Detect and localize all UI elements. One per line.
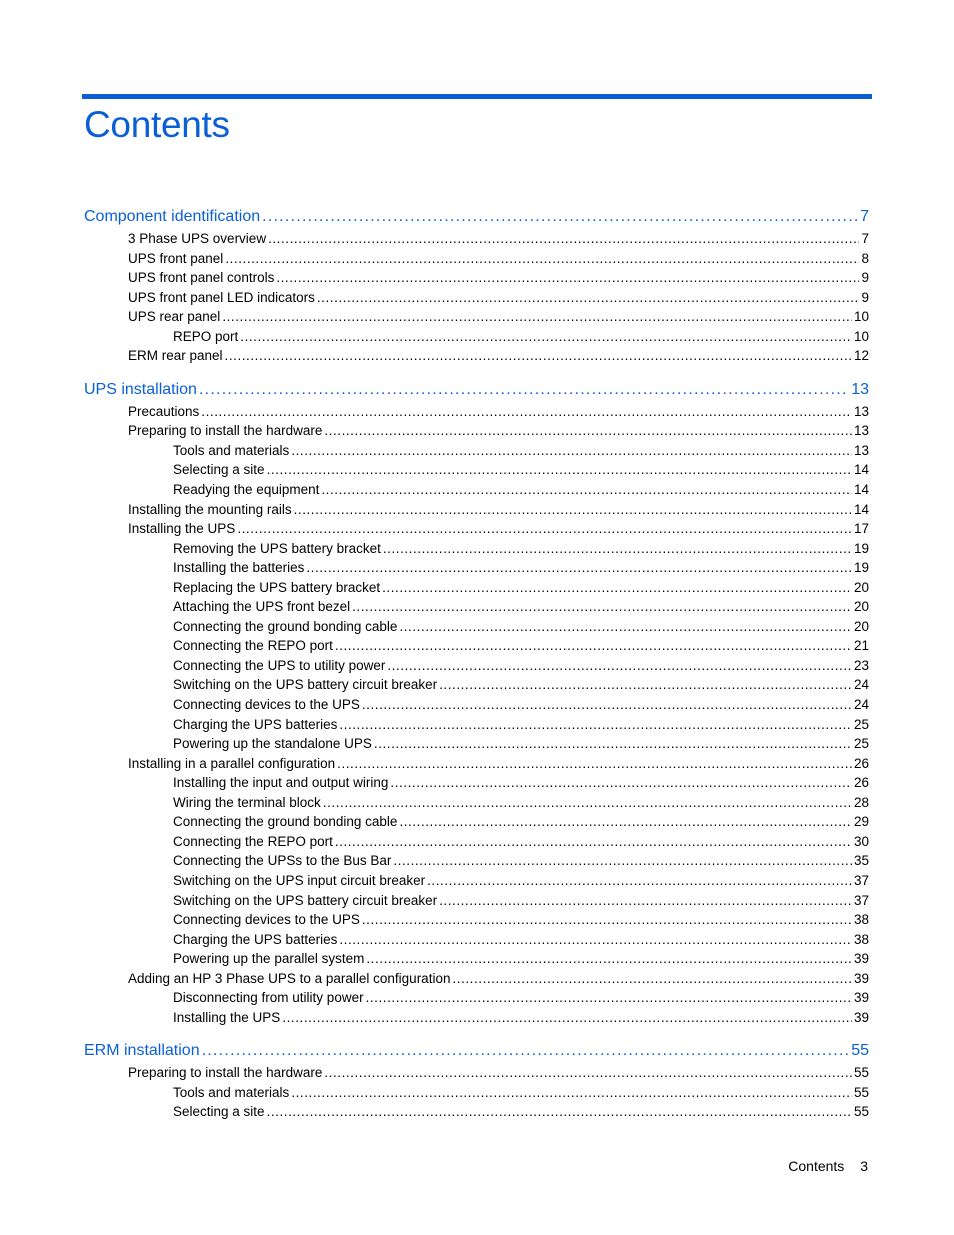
toc-entry-label: Precautions: [128, 403, 200, 419]
toc-section-entry[interactable]: [84, 205, 869, 229]
toc-page-number: 7: [860, 208, 869, 225]
dot-leader: [383, 539, 852, 559]
table-of-contents: [84, 205, 869, 1122]
toc-page-number: 24: [853, 697, 869, 713]
toc-page-number: 17: [853, 521, 869, 537]
dot-leader: [352, 597, 852, 617]
toc-page-number: 19: [853, 540, 869, 556]
toc-entry-label: Connecting devices to the UPS: [173, 697, 360, 713]
toc-subsubentry[interactable]: [84, 539, 869, 559]
toc-subsubentry[interactable]: [84, 1083, 869, 1103]
toc-entry-label: Preparing to install the hardware: [128, 1065, 323, 1081]
toc-page-number: 39: [853, 970, 869, 986]
dot-leader: [362, 910, 852, 930]
toc-subentry[interactable]: [84, 500, 869, 520]
dot-leader: [427, 871, 852, 891]
toc-page-number: 14: [853, 462, 869, 478]
toc-subentry[interactable]: [84, 969, 869, 989]
dot-leader: [452, 969, 852, 989]
toc-page-number: 35: [853, 853, 869, 869]
toc-entry-label: Charging the UPS batteries: [173, 716, 338, 732]
toc-subsubentry[interactable]: [84, 949, 869, 969]
toc-entry-label: Connecting devices to the UPS: [173, 912, 360, 928]
toc-page-number: 55: [853, 1065, 869, 1081]
toc-section-entry[interactable]: [84, 378, 869, 402]
dot-leader: [324, 1063, 852, 1083]
toc-entry-label: Connecting the UPS to utility power: [173, 657, 386, 673]
toc-subsubentry[interactable]: [84, 812, 869, 832]
toc-subsubentry[interactable]: [84, 988, 869, 1008]
toc-subentry[interactable]: [84, 307, 869, 327]
toc-entry-label: Installing the UPS: [128, 521, 236, 537]
toc-section-label: UPS installation: [84, 380, 197, 398]
toc-entry-label: Connecting the UPSs to the Bus Bar: [173, 853, 392, 869]
toc-page-number: 8: [861, 250, 869, 266]
dot-leader: [339, 715, 852, 735]
toc-entry-label: ERM rear panel: [128, 348, 223, 364]
toc-entry-label: Connecting the REPO port: [173, 638, 333, 654]
footer-label: Contents: [788, 1158, 845, 1174]
dot-leader: [399, 812, 852, 832]
dot-leader: [268, 229, 859, 249]
toc-subsubentry[interactable]: [84, 910, 869, 930]
toc-subsubentry[interactable]: [84, 734, 869, 754]
toc-entry-label: Installing the batteries: [173, 560, 305, 576]
dot-leader: [393, 851, 852, 871]
dot-leader: [201, 402, 852, 422]
toc-entry-label: Charging the UPS batteries: [173, 931, 338, 947]
toc-entry-label: Tools and materials: [173, 1084, 290, 1100]
toc-entry-label: Connecting the ground bonding cable: [173, 814, 398, 830]
dot-leader: [225, 249, 859, 269]
toc-entry-label: Powering up the standalone UPS: [173, 736, 372, 752]
toc-page-number: 21: [853, 638, 869, 654]
toc-subentry[interactable]: [84, 754, 869, 774]
toc-subentry[interactable]: [84, 421, 869, 441]
toc-subentry[interactable]: [84, 249, 869, 269]
dot-leader: [262, 205, 858, 229]
toc-page-number: 26: [853, 775, 869, 791]
toc-page-number: 38: [853, 912, 869, 928]
toc-entry-label: Installing the input and output wiring: [173, 775, 389, 791]
toc-page-number: 25: [853, 736, 869, 752]
toc-subentry[interactable]: [84, 402, 869, 422]
toc-subsubentry[interactable]: [84, 441, 869, 461]
dot-leader: [240, 327, 852, 347]
dot-leader: [387, 656, 852, 676]
toc-entry-label: Switching on the UPS battery circuit breaker: [173, 677, 438, 693]
dot-leader: [291, 1083, 852, 1103]
toc-entry-label: Wiring the terminal block: [173, 794, 321, 810]
dot-leader: [324, 421, 852, 441]
toc-page-number: 23: [853, 657, 869, 673]
dot-leader: [335, 832, 852, 852]
dot-leader: [237, 519, 852, 539]
toc-page-number: 10: [853, 328, 869, 344]
dot-leader: [382, 578, 852, 598]
toc-entry-label: Connecting the REPO port: [173, 833, 333, 849]
dot-leader: [276, 268, 859, 288]
toc-subsubentry[interactable]: [84, 715, 869, 735]
toc-entry-label: Preparing to install the hardware: [128, 423, 323, 439]
dot-leader: [439, 675, 852, 695]
toc-subsubentry[interactable]: [84, 327, 869, 347]
toc-subsubentry[interactable]: [84, 617, 869, 637]
toc-entry-label: Attaching the UPS front bezel: [173, 599, 351, 615]
toc-page-number: 20: [853, 599, 869, 615]
toc-page-number: 37: [853, 892, 869, 908]
toc-page-number: 9: [861, 270, 869, 286]
toc-entry-label: Installing the mounting rails: [128, 501, 292, 517]
page-title: Contents: [84, 104, 230, 145]
dot-leader: [335, 636, 852, 656]
dot-leader: [294, 500, 852, 520]
toc-subsubentry[interactable]: [84, 1102, 869, 1122]
dot-leader: [291, 441, 852, 461]
dot-leader: [225, 346, 852, 366]
toc-entry-label: UPS rear panel: [128, 309, 221, 325]
toc-subentry[interactable]: [84, 346, 869, 366]
toc-page-number: 37: [853, 872, 869, 888]
toc-page-number: 24: [853, 677, 869, 693]
toc-entry-label: Readying the equipment: [173, 482, 320, 498]
toc-page-number: 13: [853, 423, 869, 439]
toc-section-entry[interactable]: [84, 1039, 869, 1063]
toc-page-number: 38: [853, 931, 869, 947]
toc-subsubentry[interactable]: [84, 851, 869, 871]
toc-entry-label: Installing in a parallel configuration: [128, 755, 336, 771]
toc-entry-label: Replacing the UPS battery bracket: [173, 579, 381, 595]
toc-page-number: 26: [853, 755, 869, 771]
toc-entry-label: Selecting a site: [173, 462, 265, 478]
toc-page-number: 19: [853, 560, 869, 576]
page-footer: [788, 1158, 868, 1174]
toc-page-number: 30: [853, 833, 869, 849]
toc-subentry[interactable]: [84, 268, 869, 288]
toc-subsubentry[interactable]: [84, 832, 869, 852]
toc-page-number: 14: [853, 501, 869, 517]
dot-leader: [267, 1102, 852, 1122]
toc-page-number: 39: [853, 951, 869, 967]
toc-subentry[interactable]: [84, 288, 869, 308]
dot-leader: [321, 480, 852, 500]
toc-entry-label: REPO port: [173, 328, 239, 344]
toc-section-label: Component identification: [84, 208, 261, 225]
toc-entry-label: 3 Phase UPS overview: [128, 231, 267, 246]
toc-page-number: 28: [853, 794, 869, 810]
toc-page-number: 39: [853, 990, 869, 1006]
dot-leader: [339, 930, 852, 950]
toc-page-number: 29: [853, 814, 869, 830]
toc-entry-label: Powering up the parallel system: [173, 951, 365, 967]
toc-page-number: 39: [853, 1009, 869, 1025]
dot-leader: [267, 460, 852, 480]
toc-entry-label: UPS front panel controls: [128, 270, 275, 286]
dot-leader: [390, 773, 852, 793]
toc-subsubentry[interactable]: [84, 793, 869, 813]
dot-leader: [323, 793, 852, 813]
toc-page-number: 25: [853, 716, 869, 732]
toc-entry-label: Connecting the ground bonding cable: [173, 618, 398, 634]
toc-subsubentry[interactable]: [84, 460, 869, 480]
toc-entry-label: Switching on the UPS battery circuit breaker: [173, 892, 438, 908]
dot-leader: [374, 734, 852, 754]
dot-leader: [399, 617, 852, 637]
toc-subsubentry[interactable]: [84, 480, 869, 500]
toc-entry-label: Tools and materials: [173, 442, 290, 458]
toc-page-number: 55: [853, 1104, 869, 1120]
toc-page-number: 13: [853, 442, 869, 458]
dot-leader: [222, 307, 852, 327]
toc-subsubentry[interactable]: [84, 636, 869, 656]
dot-leader: [366, 988, 852, 1008]
toc-page-number: 55: [851, 1042, 869, 1060]
toc-subsubentry[interactable]: [84, 695, 869, 715]
dot-leader: [337, 754, 852, 774]
dot-leader: [362, 695, 852, 715]
toc-page-number: 9: [861, 289, 869, 305]
header-rule: [82, 94, 872, 99]
toc-page-number: 10: [853, 309, 869, 325]
toc-entry-label: UPS front panel: [128, 250, 224, 266]
toc-page-number: 13: [851, 380, 869, 398]
toc-entry-label: Adding an HP 3 Phase UPS to a parallel configuration: [128, 970, 451, 986]
toc-subentry[interactable]: [84, 1063, 869, 1083]
toc-subsubentry[interactable]: [84, 871, 869, 891]
toc-entry-label: Disconnecting from utility power: [173, 990, 364, 1006]
toc-page-number: 55: [853, 1084, 869, 1100]
toc-subsubentry[interactable]: [84, 597, 869, 617]
toc-subsubentry[interactable]: [84, 675, 869, 695]
toc-subsubentry[interactable]: [84, 891, 869, 911]
toc-page-number: 14: [853, 482, 869, 498]
toc-subsubentry[interactable]: [84, 578, 869, 598]
dot-leader: [306, 558, 852, 578]
dot-leader: [199, 378, 849, 402]
toc-page-number: 7: [861, 231, 869, 246]
footer-page-number: 3: [860, 1158, 868, 1174]
toc-page-number: 20: [853, 579, 869, 595]
toc-page-number: 20: [853, 618, 869, 634]
toc-page-number: 12: [853, 348, 869, 364]
toc-subsubentry[interactable]: [84, 1008, 869, 1028]
toc-section-label: ERM installation: [84, 1042, 200, 1060]
toc-entry-label: Switching on the UPS input circuit breaker: [173, 872, 426, 888]
toc-entry-label: Selecting a site: [173, 1104, 265, 1120]
toc-entry-label: UPS front panel LED indicators: [128, 289, 315, 305]
dot-leader: [366, 949, 852, 969]
dot-leader: [439, 891, 852, 911]
toc-entry-label: Installing the UPS: [173, 1009, 281, 1025]
toc-entry-label: Removing the UPS battery bracket: [173, 540, 381, 556]
toc-page-number: 13: [853, 403, 869, 419]
dot-leader: [202, 1039, 850, 1063]
toc-subsubentry[interactable]: [84, 656, 869, 676]
toc-subsubentry[interactable]: [84, 773, 869, 793]
toc-subentry[interactable]: [84, 229, 869, 249]
toc-subentry[interactable]: [84, 519, 869, 539]
dot-leader: [317, 288, 860, 308]
toc-subsubentry[interactable]: [84, 930, 869, 950]
toc-subsubentry[interactable]: [84, 558, 869, 578]
dot-leader: [282, 1008, 852, 1028]
